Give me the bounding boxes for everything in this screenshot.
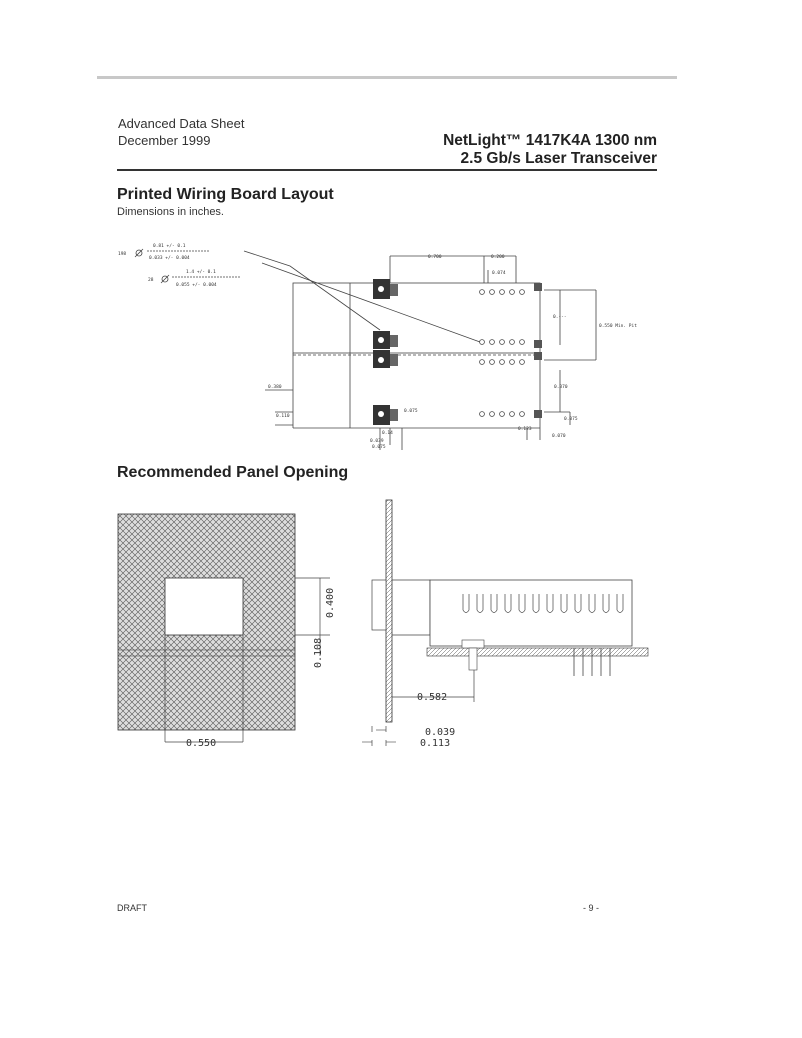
pwb-dim-370: 0.370 [554, 385, 568, 390]
pwb-dim-380: 0.380 [268, 385, 282, 390]
footer-draft: DRAFT [117, 903, 147, 913]
pwb-dim-700: 0.700 [428, 255, 442, 260]
product-title-line1: NetLight™ 1417K4A 1300 nm [443, 132, 657, 149]
pwb-layout-drawing [0, 0, 802, 470]
pwb-section-title: Printed Wiring Board Layout [117, 186, 334, 203]
side-dim-039: 0.039 [425, 727, 456, 738]
pwb-hole-dia-2b: 0.055 +/- 0.004 [176, 283, 217, 288]
pwb-dim-200: 0.200 [491, 255, 505, 260]
pwb-dim-pitch: 0.--- [553, 315, 567, 320]
side-dim-113: 0.113 [420, 738, 451, 749]
pwb-section-subtitle: Dimensions in inches. [117, 206, 224, 218]
panel-opening-drawing [0, 480, 802, 760]
doc-date: December 1999 [118, 133, 211, 148]
panel-dim-400: 0.400 [325, 587, 336, 618]
side-dim-582: 0.582 [417, 692, 448, 703]
pwb-hole-dia-1b: 0.033 +/- 0.004 [149, 256, 190, 261]
panel-section-title: Recommended Panel Opening [117, 464, 349, 481]
pwb-dim-039: 0.039 [370, 439, 384, 444]
product-title-line2: 2.5 Gb/s Laser Transceiver [460, 150, 657, 167]
panel-dim-550: 0.550 [186, 738, 217, 749]
pwb-dim-075a: 0.075 [404, 409, 418, 414]
pwb-dim-123: 0.123 [518, 427, 532, 432]
pwb-hole-count-2: 28 [148, 278, 154, 283]
pwb-dim-110: 0.110 [276, 414, 290, 419]
panel-front-view [118, 514, 330, 742]
pwb-dim-074: 0.074 [492, 271, 506, 276]
footer-page-number: - 9 - [583, 903, 600, 913]
pwb-hole-count-1: 198 [118, 252, 127, 257]
pwb-dim-075c: 0.075 [564, 417, 578, 422]
pwb-dim-550-min-pit: 0.550 Min. Pit [599, 324, 637, 329]
pwb-hole-dia-1: 0.81 +/- 0.1 [153, 244, 186, 249]
pwb-dim-070: 0.070 [552, 434, 566, 439]
doc-type: Advanced Data Sheet [118, 116, 245, 131]
pwb-hole-dia-2: 1.4 +/- 0.1 [186, 270, 216, 275]
pwb-dim-14: 0.14 [382, 431, 393, 436]
panel-dim-108: 0.108 [313, 637, 324, 668]
pwb-dim-075b: 0.075 [372, 445, 386, 450]
transceiver-side-view [362, 500, 648, 746]
pwb-mounting-pads [373, 279, 542, 425]
